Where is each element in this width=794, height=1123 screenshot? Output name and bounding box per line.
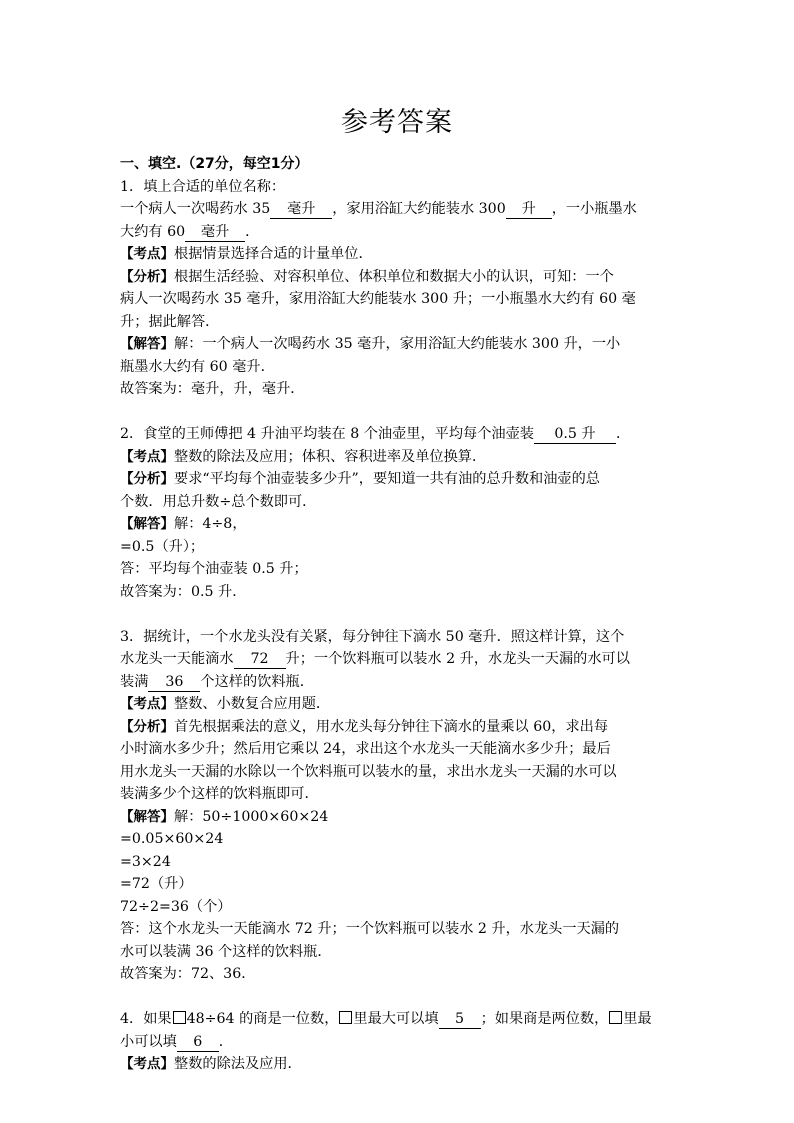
q2-line-1: 2．食堂的王师傅把 4 升油平均装在 8 个油壶里，平均每个油壶装 0.5 升 ．: [120, 426, 631, 442]
q1-jieda-2: 瓶墨水大约有 60 毫升．: [120, 358, 275, 375]
answer-content: [120, 153, 685, 1076]
q1-fenxi-2: 病人一次喝药水 35 毫升，家用浴缸大约能装水 300 升；一小瓶墨水大约有 60 毫: [120, 291, 636, 307]
page-title: 参考答案: [341, 107, 453, 138]
q3-line-1: 3．据统计，一个水龙头没有关紧，每分钟往下滴水 50 毫升．照这样计算，这个: [120, 628, 625, 645]
q3-ans-2: 水可以装满 36 个这样的饮料瓶．: [120, 943, 332, 960]
q3-calc-2: =3×24: [120, 853, 171, 870]
q2-jieda-2: =0.5（升）；: [120, 538, 205, 555]
q1-line-1: 一个病人一次喝药水 35 毫升 ，家用浴缸大约能装水 300 升 ，一小瓶墨水: [120, 201, 637, 217]
q3-fenxi-3: 用水龙头一天漏的水除以一个饮料瓶可以装水的量，求出水龙头一天漏的水可以: [120, 763, 617, 780]
q1-fenxi-3: 升；据此解答．: [120, 313, 220, 330]
q4-blank-1: 5: [439, 1010, 481, 1029]
q1-fenxi: 【分析】根据生活经验、对容积单位、体积单位和数据大小的认识，可知：一个: [120, 268, 614, 285]
q4-line-2: 小可以填 6 ．: [120, 1033, 233, 1050]
empty-box-icon: [609, 1011, 622, 1024]
q3-fenxi: 【分析】首先根据乘法的意义，用水龙头每分钟往下滴水的量乘以 60，求出每: [120, 718, 609, 735]
empty-box-icon: [173, 1011, 186, 1024]
q1-blank-2: 升: [506, 200, 552, 219]
q3-ans-1: 答：这个水龙头一天能滴水 72 升；一个饮料瓶可以装水 2 升，水龙头一天漏的: [120, 921, 620, 937]
q2-blank-1: 0.5 升: [534, 425, 616, 444]
q2-jieda: 【解答】解：4÷8，: [120, 516, 247, 532]
q1-blank-1: 毫升: [270, 200, 332, 219]
q3-fenxi-4: 装满多少个这样的饮料瓶即可．: [120, 786, 319, 802]
q1-jieda: 【解答】解：一个病人一次喝药水 35 毫升，家用浴缸大约能装水 300 升，一小: [120, 336, 621, 352]
q2-fenxi: 【分析】要求“平均每个油壶装多少升”，要知道一共有油的总升数和油壶的总: [120, 471, 600, 487]
q1-line-2: 大约有 60 毫升 ．: [120, 223, 260, 240]
q2-fenxi-2: 个数．用总升数÷总个数即可．: [120, 493, 317, 510]
q3-jieda: 【解答】解：50÷1000×60×24: [120, 808, 329, 825]
section-heading: 一、填空.（27分，每空1分）: [120, 156, 309, 172]
q4-line-1: 4．如果 48÷64 的商是一位数， 里最大可以填 5 ；如果商是两位数， 里最: [120, 1011, 652, 1027]
q1-stem: 1．填上合适的单位名称：: [120, 178, 286, 195]
empty-box-icon: [339, 1011, 352, 1024]
q1-blank-3: 毫升: [185, 223, 245, 242]
q1-answer: 故答案为：毫升，升，毫升．: [120, 381, 305, 397]
q3-calc-4: 72÷2=36（个）: [120, 898, 232, 915]
q3-calc-3: =72（升）: [120, 876, 193, 892]
q3-blank-2: 36: [148, 673, 200, 692]
q2-kaodian: 【考点】整数的除法及应用；体积、容积进率及单位换算．: [120, 448, 487, 465]
q3-calc-1: =0.05×60×24: [120, 831, 224, 847]
q3-line-3: 装满 36 个这样的饮料瓶．: [120, 673, 314, 690]
q3-line-2: 水龙头一天能滴水 72 升；一个饮料瓶可以装水 2 升，水龙头一天漏的水可以: [120, 651, 630, 667]
q1-kaodian: 【考点】根据情景选择合适的计量单位．: [120, 246, 373, 262]
q4-kaodian: 【考点】整数的除法及应用．: [120, 1056, 302, 1072]
q4-blank-2: 6: [177, 1033, 219, 1052]
q3-answer: 故答案为：72、36．: [120, 966, 256, 982]
q3-blank-1: 72: [234, 650, 286, 669]
q2-answer: 故答案为：0.5 升．: [120, 583, 247, 600]
q3-kaodian: 【考点】整数、小数复合应用题．: [120, 696, 331, 712]
q3-fenxi-2: 小时滴水多少升；然后用它乘以 24，求出这个水龙头一天能滴水多少升；最后: [120, 741, 611, 757]
q2-jieda-3: 答：平均每个油壶装 0.5 升；: [120, 561, 308, 577]
